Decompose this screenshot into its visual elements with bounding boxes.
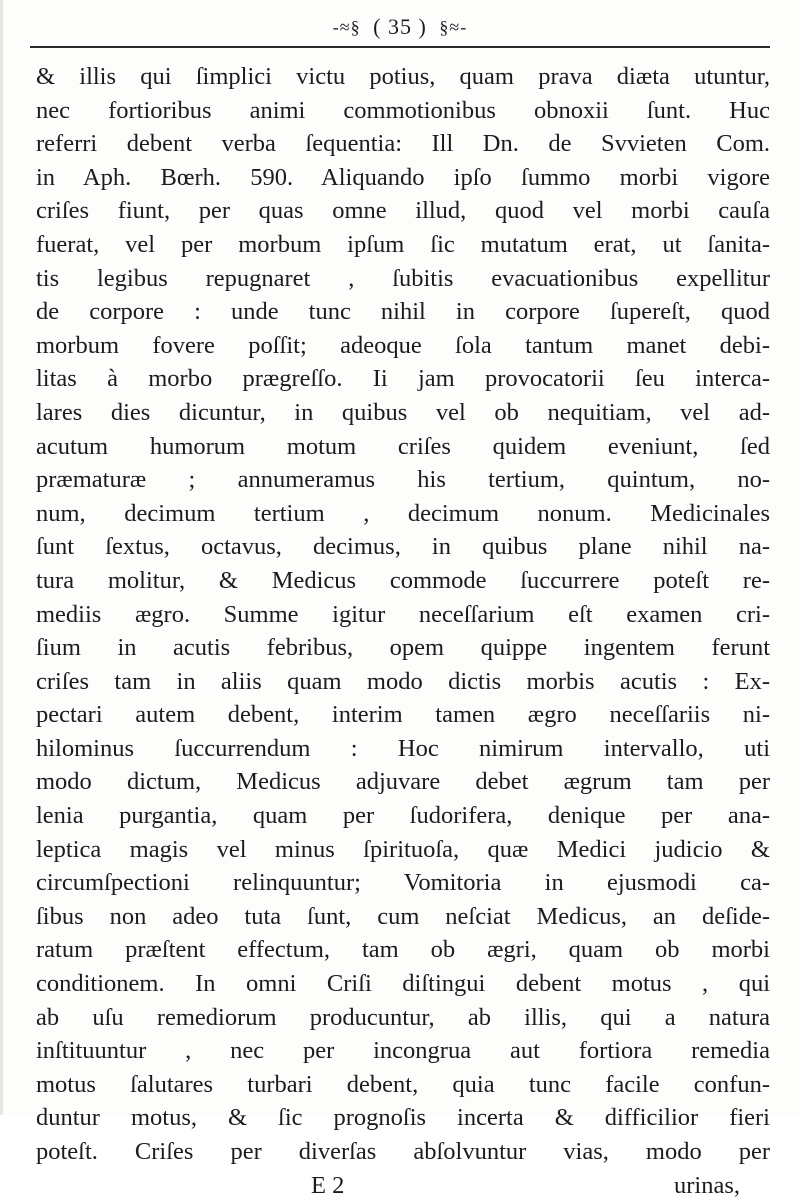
text-line: ſibus non adeo tuta ſunt, cum neſciat Medicus, an deſide- (36, 902, 770, 930)
text-line: in Aph. Bœrh. 590. Aliquando ipſo ſummo morbi vigore (36, 163, 770, 191)
text-line: tura molitur, & Medicus commode ſuccurrere poteſt re- (36, 566, 770, 594)
text-line: hilominus ſuccurrendum : Hoc nimirum intervallo, uti (36, 734, 770, 762)
text-line: circumſpectioni relinquuntur; Vomitoria in ejusmodi ca- (36, 869, 770, 897)
text-line: ſunt ſextus, octavus, decimus, in quibus plane nihil na- (36, 533, 770, 561)
text-line: nec fortioribus animi commotionibus obnoxii ſunt. Huc (36, 96, 770, 124)
text-line: criſes fiunt, per quas omne illud, quod vel morbi cauſa (36, 197, 770, 225)
text-line: acutum humorum motum criſes quidem eveniunt, ſed (36, 432, 770, 460)
catchword: urinas, (674, 1171, 740, 1199)
text-line: mediis ægro. Summe igitur neceſſarium eſt examen cri- (36, 600, 770, 628)
text-line: duntur motus, & ſic prognoſis incerta & difficilior fieri (36, 1104, 770, 1132)
signature-mark: E 2 (311, 1171, 345, 1199)
text-line: ratum præſtent effectum, tam ob ægri, quam ob morbi (36, 936, 770, 964)
running-header (0, 8, 800, 42)
footer-line (36, 1169, 770, 1202)
text-line: ab uſu remediorum producuntur, ab illis, qui a natura (36, 1003, 770, 1031)
text-line: fuerat, vel per morbum ipſum ſic mutatum erat, ut ſanita- (36, 230, 770, 258)
page-gutter-shadow (0, 0, 3, 1115)
text-line: poteſt. Criſes per diverſas abſolvuntur vias, modo per (36, 1138, 770, 1165)
text-line: ſium in acutis febribus, opem quippe ingentem ferunt (36, 634, 770, 662)
text-line: lenia purgantia, quam per ſudorifera, denique per ana- (36, 802, 770, 830)
text-line: tis legibus repugnaret , ſubitis evacuationibus expellitur (36, 264, 770, 292)
text-line: de corpore : unde tunc nihil in corpore ſupereſt, quod (36, 298, 770, 326)
text-line: lares dies dicuntur, in quibus vel ob nequitiam, vel ad- (36, 398, 770, 426)
text-line: morbum fovere poſſit; adeoque ſola tantum manet debi- (36, 331, 770, 359)
header-ornament-right: §≈- (439, 16, 468, 37)
text-line: criſes tam in aliis quam modo dictis morbis acutis : Ex- (36, 667, 770, 695)
text-line: motus ſalutares turbari debent, quia tunc facile confun- (36, 1070, 770, 1098)
text-line: conditionem. In omni Criſi diſtingui debent motus , qui (36, 970, 770, 998)
header-ornament-left: -≈§ (332, 16, 361, 37)
text-line: modo dictum, Medicus adjuvare debet ægrum tam per (36, 768, 770, 796)
body-text (36, 60, 770, 1202)
text-line: & illis qui ſimplici victu potius, quam prava diæta utuntur, (36, 63, 770, 90)
text-line: leptica magis vel minus ſpirituoſa, quæ Medici judicio & (36, 835, 770, 863)
header-rule (30, 46, 770, 48)
text-line: pectari autem debent, interim tamen ægro neceſſariis ni- (36, 701, 770, 729)
text-line: inſtituuntur , nec per incongrua aut fortiora remedia (36, 1037, 770, 1065)
text-line: num, decimum tertium , decimum nonum. Medicinales (36, 499, 770, 527)
text-line: præmaturæ ; annumeramus his tertium, quintum, no- (36, 466, 770, 494)
text-line: referri debent verba ſequentia: Ill Dn. de Svvieten Com. (36, 130, 770, 158)
text-line: litas à morbo prægreſſo. Ii jam provocatorii ſeu interca- (36, 365, 770, 393)
page-number: ( 35 ) (373, 13, 427, 39)
